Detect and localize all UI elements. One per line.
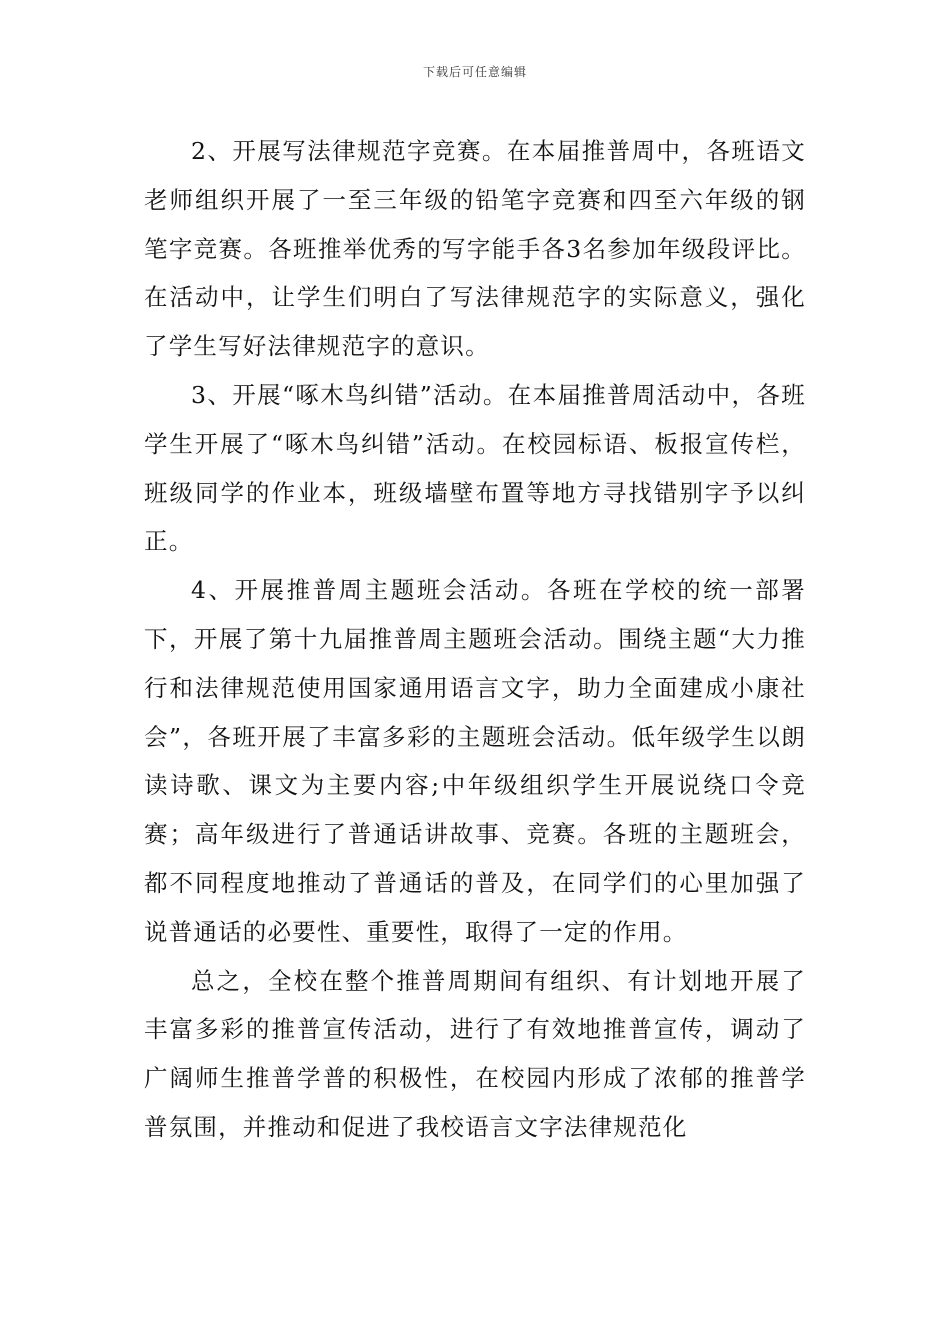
paragraph-class-meeting: 4、开展推普周主题班会活动。各班在学校的统一部署下，开展了第十九届推普周主题班会活动。围绕主题“大力推行和法律规范使用国家通用语言文字，助力全面建成小康社会”，各班开展了丰富多彩的主题班会活动。低年级学生以朗读诗歌、课文为主要内容;中年级组织学生开展说绕口令竞赛；高年级进行了普通话讲故事、竞赛。各班的主题班会，都不同程度地推动了普通话的普及，在同学们的心里加强了说普通话的必要性、重要性，取得了一定的作用。 (144, 576, 806, 946)
document-body (144, 127, 806, 1152)
header-note: 下载后可任意编辑 (422, 65, 527, 79)
paragraph-handwriting-contest: 2、开展写法律规范字竞赛。在本届推普周中，各班语文老师组织开展了一至三年级的铅笔字竞赛和四至六年级的钢笔字竞赛。各班推举优秀的写字能手各3名参加年级段评比。在活动中，让学生们明白了写法律规范字的实际意义，强化了学生写好法律规范字的意识。 (144, 137, 806, 361)
paragraph-woodpecker-correction: 3、开展“啄木鸟纠错”活动。在本届推普周活动中，各班学生开展了“啄木鸟纠错”活动。在校园标语、板报宣传栏，班级同学的作业本，班级墙壁布置等地方寻找错别字予以纠正。 (144, 380, 806, 556)
paragraph-summary: 总之，全校在整个推普周期间有组织、有计划地开展了丰富多彩的推普宣传活动，进行了有效地推普宣传，调动了广阔师生推普学普的积极性，在校园内形成了浓郁的推普学普氛围，并推动和促进了我校语言文字法律规范化 (144, 966, 806, 1141)
